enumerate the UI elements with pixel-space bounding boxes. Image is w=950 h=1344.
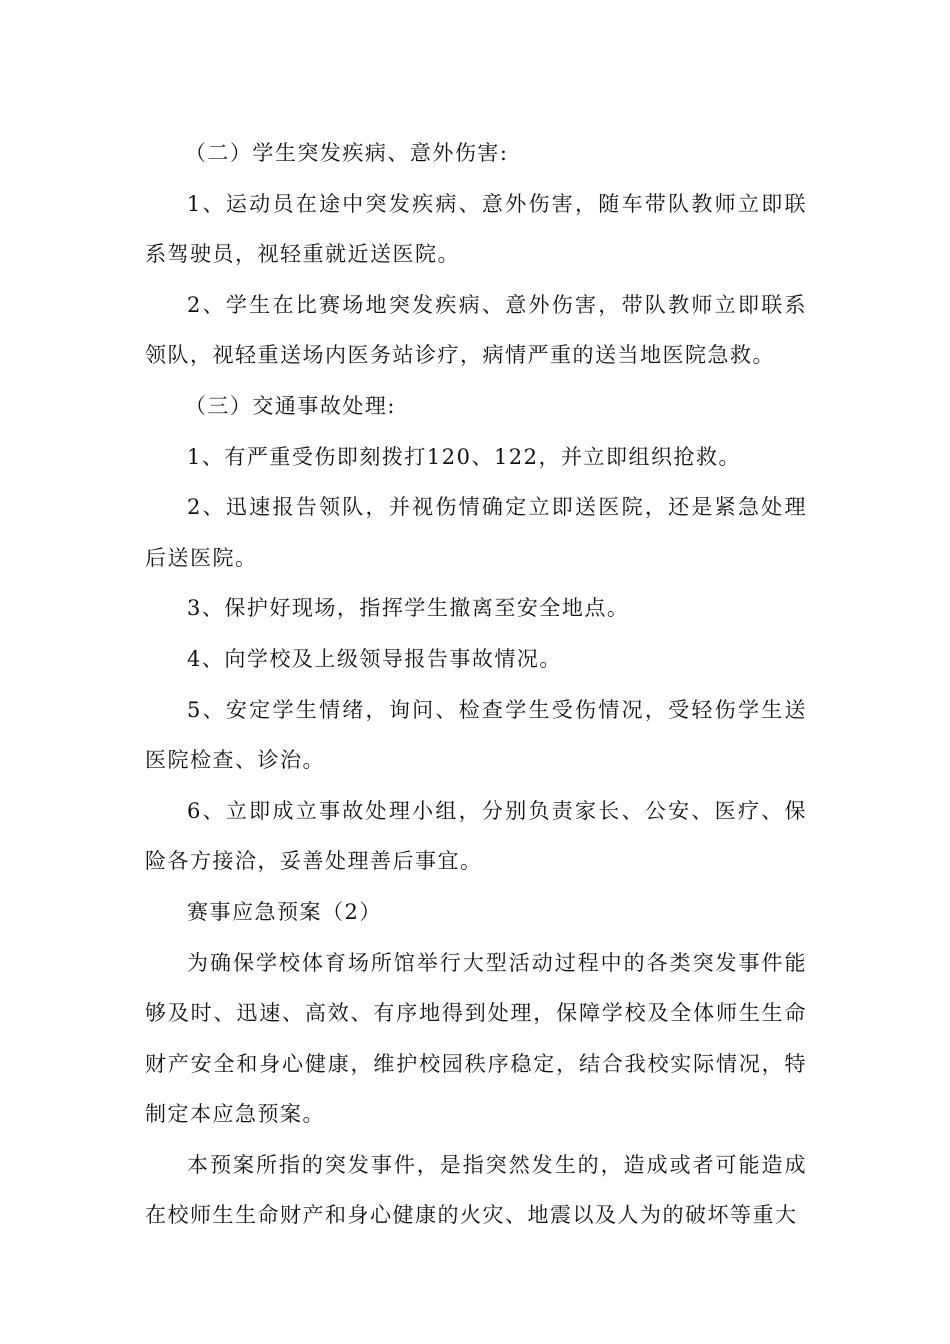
document-body [145,128,807,1241]
paragraph-body: 本预案所指的突发事件，是指突然发生的，造成或者可能造成在校师生生命财产和身心健康的火灾、地震以及人为的破坏等重大 [145,1152,807,1228]
paragraph-item: 2、学生在比赛场地突发疾病、意外伤害，带队教师立即联系领队，视轻重送场内医务站诊疗，病情严重的送当地医院急救。 [145,292,807,368]
paragraph-item: 1、运动员在途中突发疾病、意外伤害，随车带队教师立即联系驾驶员，视轻重就近送医院。 [145,191,807,267]
paragraph-item: 4、向学校及上级领导报告事故情况。 [187,646,562,671]
paragraph-item: 6、立即成立事故处理小组，分别负责家长、公安、医疗、保险各方接洽，妥善处理善后事宜。 [145,798,807,874]
paragraph-body: 为确保学校体育场所馆举行大型活动过程中的各类突发事件能够及时、迅速、高效、有序地得到处理，保障学校及全体师生生命财产安全和身心健康，维护校园秩序稳定，结合我校实际情况，特制定本应急预案。 [145,950,807,1127]
section-title: 赛事应急预案（2） [187,899,382,924]
paragraph-item: 3、保护好现场，指挥学生撤离至安全地点。 [187,596,630,621]
section-heading-2: （二）学生突发疾病、意外伤害: [184,141,509,165]
paragraph-item: 2、迅速报告领队，并视伤情确定立即送医院，还是紧急处理后送医院。 [145,495,807,570]
paragraph-item: 1、有严重受伤即刻拨打120、122，并立即组织抢救。 [187,444,742,469]
paragraph-item: 5、安定学生情绪，询问、检查学生受伤情况，受轻伤学生送医院检查、诊治。 [145,697,807,773]
section-heading-3: （三）交通事故处理: [184,393,396,418]
